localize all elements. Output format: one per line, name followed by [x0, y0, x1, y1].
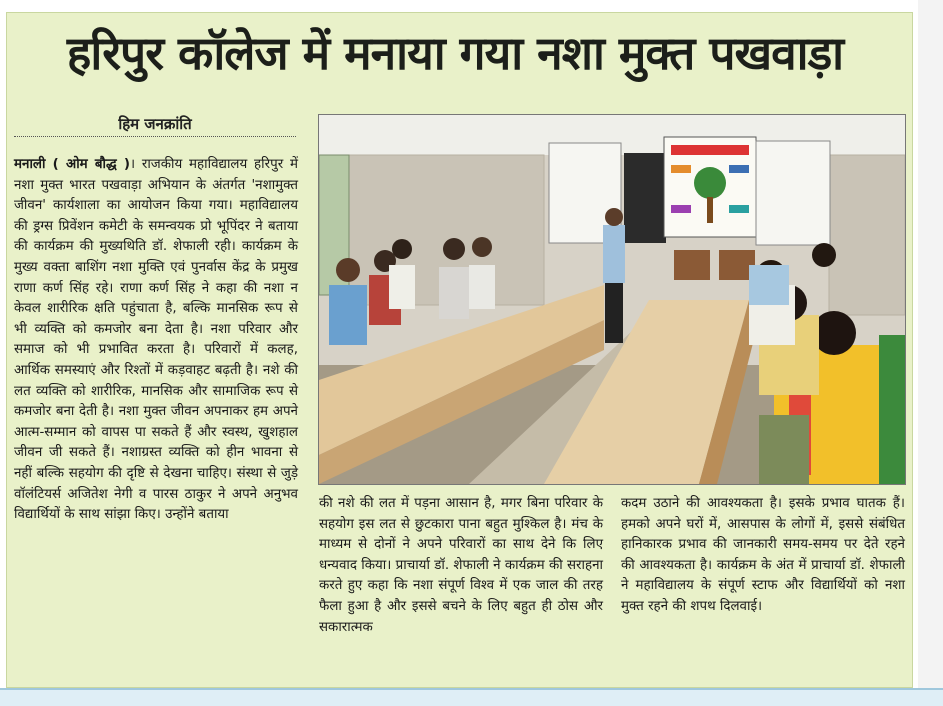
byline-rule [14, 136, 296, 137]
event-photo [318, 114, 906, 485]
article-column-1-text: । राजकीय महाविद्यालय हरिपुर में नशा मुक्त भारत पखवाड़ा अभियान के अंतर्गत 'नशामुक्त जीवन' कार्यशाला का आयोजन किया गया। महाविद्यालय की ड्रग्स प्रिवेंशन कमेटी के समन्वयक प्रो भूपिंदर ने बताया की कार्यक्रम की मुख्यथिति डॉ. शेफाली रही। कार्यक्रम के मुख्य वक्ता बाशिंग नशा मुक्ति एवं पुनर्वास केंद्र के प्रमुख राणा कर्ण सिंह रहे। राणा कर्ण सिंह ने कहा की नशा न केवल शारीरिक क्षति पहुंचाता है, बल्कि मानसिक रूप से भी व्यक्ति को कमजोर बना देता है। नशा परिवार और समाज को भी प्रभावित करता है। परिवारों में कलह, आर्थिक समस्याएं और रिश्तों में कड़वाहट बढ़ती है। नशे की लत व्यक्ति को शारीरिक, मानसिक और सामाजिक रूप से कमजोर बना देती है। नशा मुक्त जीवन अपनाकर हम अपने आत्म-सम्मान को वापस पा सकते हैं और स्वस्थ, खुशहाल जीवन जी सकते हैं। नशाग्रस्त व्यक्ति को हीन भावना से नहीं बल्कि सहयोग की दृष्टि से देखना चाहिए। संस्था से जुड़े वॉलंटियर्स अजितेश नेगी व पारस ठाकुर ने अपने अनुभव विद्यार्थियों के साथ सांझा किए। उन्होंने बताया [14, 157, 298, 523]
article-column-3: कदम उठाने की आवश्यकता है। इसके प्रभाव घातक हैं। हमको अपने घरों में, आसपास के लोगों में, इससे संबंधित हानिकारक प्रभाव की जानकारी समय-समय पर देते रहने की आवश्यकता है। कार्यक्रम के अंत में प्राचार्या डॉ. शेफाली ने महाविद्यालय के संपूर्ण स्टाफ और विद्यार्थियों को नशा मुक्त रहने की शपथ दिलवाई। [621, 496, 905, 614]
headline: हरिपुर कॉलेज में मनाया गया नशा मुक्त पखवाड़ा [66, 26, 844, 80]
article-column-1 [14, 155, 298, 526]
footer-bar [0, 688, 943, 706]
page-edge [918, 0, 943, 704]
event-photo-illustration [319, 115, 905, 484]
article-lead: मनाली ( ओम बौद्ध ) [14, 157, 130, 172]
byline: हिम जनक्रांति [118, 115, 192, 133]
article-column-2: की नशे की लत में पड़ना आसान है, मगर बिना परिवार के सहयोग इस लत से छुटकारा पाना बहुत मुश्किल है। मंच के माध्यम से दोनों ने अपने परिवारों का साथ देने कि लिए धन्यवाद किया। प्राचार्या डॉ. शेफाली ने कार्यक्रम की सराहना करते हुए कहा कि नशा संपूर्ण विश्व में एक जाल की तरह फैला हुआ है और इससे बचने के लिए बहुत ही ठोस और सकारात्मक [319, 496, 603, 635]
